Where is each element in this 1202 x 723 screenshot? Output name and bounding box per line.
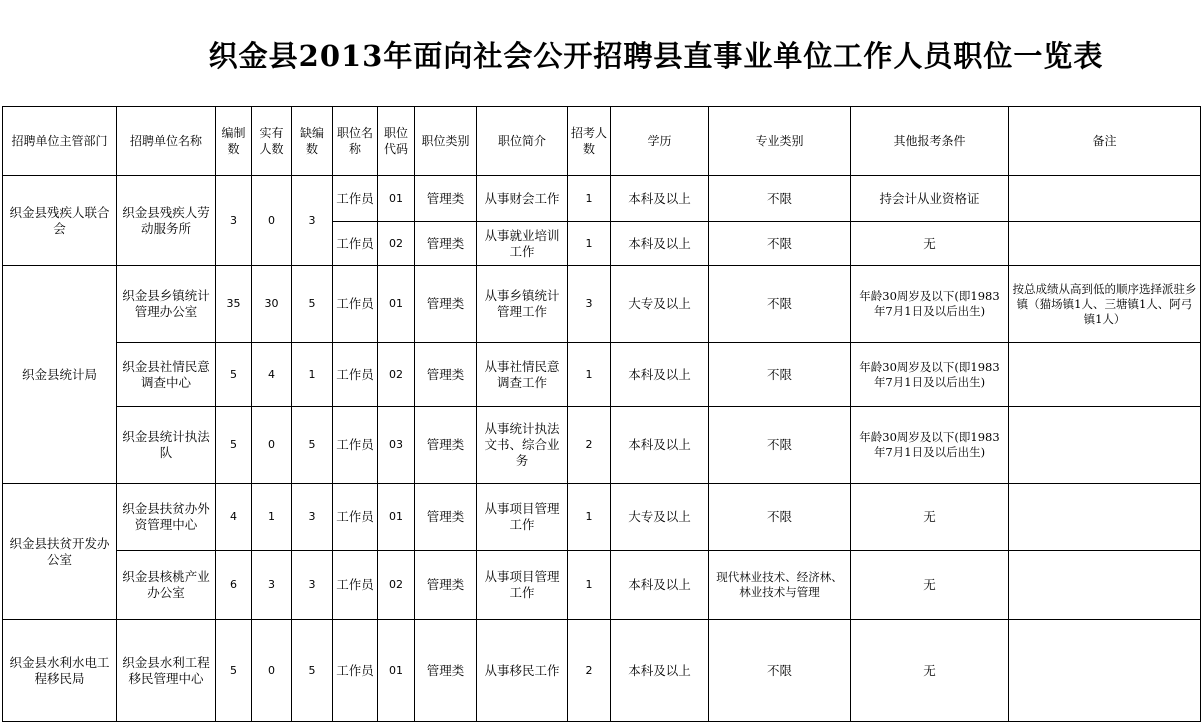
- edu-cell: 大专及以上: [611, 266, 709, 343]
- count-cell: 1: [568, 222, 611, 266]
- condition-cell: 持会计从业资格证: [851, 176, 1009, 222]
- desc-cell: 从事项目管理工作: [477, 484, 568, 551]
- condition-cell: 年龄30周岁及以下(即1983年7月1日及以后出生): [851, 266, 1009, 343]
- actual-cell: 1: [252, 484, 292, 551]
- header-cell: 备注: [1009, 107, 1201, 176]
- condition-cell: 年龄30周岁及以下(即1983年7月1日及以后出生): [851, 343, 1009, 407]
- category-cell: 管理类: [415, 266, 477, 343]
- actual-cell: 0: [252, 407, 292, 484]
- positions-table: [2, 106, 1201, 722]
- vacancy-cell: 5: [292, 620, 333, 722]
- unit-cell: 织金县核桃产业办公室: [117, 551, 216, 620]
- position-cell: 工作员: [333, 266, 378, 343]
- header-cell: 编制数: [216, 107, 252, 176]
- dept-cell: 织金县扶贫开发办公室: [3, 484, 117, 620]
- page-title: 织金县2013年面向社会公开招聘县直事业单位工作人员职位一览表: [208, 39, 1104, 73]
- major-cell: 不限: [709, 343, 851, 407]
- header-cell: 职位类别: [415, 107, 477, 176]
- vacancy-cell: 3: [292, 176, 333, 266]
- category-cell: 管理类: [415, 484, 477, 551]
- count-cell: 2: [568, 620, 611, 722]
- table-row: [3, 266, 1201, 343]
- edu-cell: 本科及以上: [611, 176, 709, 222]
- position-cell: 工作员: [333, 222, 378, 266]
- quota-cell: 5: [216, 407, 252, 484]
- header-cell: 其他报考条件: [851, 107, 1009, 176]
- vacancy-cell: 3: [292, 484, 333, 551]
- dept-cell: 织金县水利水电工程移民局: [3, 620, 117, 722]
- position-cell: 工作员: [333, 551, 378, 620]
- major-cell: 不限: [709, 620, 851, 722]
- note-cell: [1009, 222, 1201, 266]
- dept-cell: 织金县残疾人联合会: [3, 176, 117, 266]
- vacancy-cell: 1: [292, 343, 333, 407]
- note-cell: [1009, 407, 1201, 484]
- major-cell: 不限: [709, 407, 851, 484]
- quota-cell: 5: [216, 343, 252, 407]
- desc-cell: 从事就业培训工作: [477, 222, 568, 266]
- edu-cell: 本科及以上: [611, 407, 709, 484]
- actual-cell: 4: [252, 343, 292, 407]
- code-cell: 03: [378, 407, 415, 484]
- header-cell: 缺编数: [292, 107, 333, 176]
- position-cell: 工作员: [333, 484, 378, 551]
- code-cell: 01: [378, 484, 415, 551]
- quota-cell: 6: [216, 551, 252, 620]
- unit-cell: 织金县统计执法队: [117, 407, 216, 484]
- major-cell: 不限: [709, 222, 851, 266]
- header-cell: 职位简介: [477, 107, 568, 176]
- position-cell: 工作员: [333, 407, 378, 484]
- category-cell: 管理类: [415, 407, 477, 484]
- header-cell: 招聘单位主管部门: [3, 107, 117, 176]
- condition-cell: 无: [851, 620, 1009, 722]
- position-cell: 工作员: [333, 620, 378, 722]
- count-cell: 1: [568, 176, 611, 222]
- actual-cell: 30: [252, 266, 292, 343]
- edu-cell: 大专及以上: [611, 484, 709, 551]
- unit-cell: 织金县水利工程移民管理中心: [117, 620, 216, 722]
- code-cell: 01: [378, 176, 415, 222]
- desc-cell: 从事社情民意调查工作: [477, 343, 568, 407]
- header-row: [3, 107, 1201, 176]
- category-cell: 管理类: [415, 551, 477, 620]
- note-cell: [1009, 620, 1201, 722]
- actual-cell: 3: [252, 551, 292, 620]
- edu-cell: 本科及以上: [611, 620, 709, 722]
- major-cell: 不限: [709, 484, 851, 551]
- edu-cell: 本科及以上: [611, 222, 709, 266]
- unit-cell: 织金县社情民意调查中心: [117, 343, 216, 407]
- code-cell: 01: [378, 266, 415, 343]
- quota-cell: 4: [216, 484, 252, 551]
- header-cell: 招聘单位名称: [117, 107, 216, 176]
- count-cell: 2: [568, 407, 611, 484]
- count-cell: 1: [568, 343, 611, 407]
- unit-cell: 织金县乡镇统计管理办公室: [117, 266, 216, 343]
- code-cell: 02: [378, 343, 415, 407]
- vacancy-cell: 5: [292, 407, 333, 484]
- quota-cell: 35: [216, 266, 252, 343]
- condition-cell: 无: [851, 551, 1009, 620]
- major-cell: 不限: [709, 266, 851, 343]
- note-cell: [1009, 176, 1201, 222]
- desc-cell: 从事统计执法文书、综合业务: [477, 407, 568, 484]
- dept-cell: 织金县统计局: [3, 266, 117, 484]
- condition-cell: 无: [851, 222, 1009, 266]
- note-cell: [1009, 484, 1201, 551]
- desc-cell: 从事财会工作: [477, 176, 568, 222]
- category-cell: 管理类: [415, 343, 477, 407]
- category-cell: 管理类: [415, 176, 477, 222]
- table-row: [3, 343, 1201, 407]
- code-cell: 02: [378, 551, 415, 620]
- table-row: [3, 551, 1201, 620]
- desc-cell: 从事项目管理工作: [477, 551, 568, 620]
- header-cell: 职位名称: [333, 107, 378, 176]
- actual-cell: 0: [252, 176, 292, 266]
- note-cell: [1009, 551, 1201, 620]
- vacancy-cell: 5: [292, 266, 333, 343]
- category-cell: 管理类: [415, 222, 477, 266]
- header-cell: 招考人数: [568, 107, 611, 176]
- condition-cell: 年龄30周岁及以下(即1983年7月1日及以后出生): [851, 407, 1009, 484]
- position-cell: 工作员: [333, 343, 378, 407]
- category-cell: 管理类: [415, 620, 477, 722]
- position-cell: 工作员: [333, 176, 378, 222]
- count-cell: 3: [568, 266, 611, 343]
- actual-cell: 0: [252, 620, 292, 722]
- quota-cell: 5: [216, 620, 252, 722]
- header-cell: 专业类别: [709, 107, 851, 176]
- unit-cell: 织金县残疾人劳动服务所: [117, 176, 216, 266]
- code-cell: 01: [378, 620, 415, 722]
- unit-cell: 织金县扶贫办外资管理中心: [117, 484, 216, 551]
- header-cell: 学历: [611, 107, 709, 176]
- quota-cell: 3: [216, 176, 252, 266]
- note-cell: [1009, 343, 1201, 407]
- condition-cell: 无: [851, 484, 1009, 551]
- table-row: [3, 484, 1201, 551]
- major-cell: 现代林业技术、经济林、林业技术与管理: [709, 551, 851, 620]
- table-row: [3, 620, 1201, 722]
- table-row: [3, 407, 1201, 484]
- header-cell: 职位代码: [378, 107, 415, 176]
- code-cell: 02: [378, 222, 415, 266]
- header-cell: 实有人数: [252, 107, 292, 176]
- count-cell: 1: [568, 484, 611, 551]
- edu-cell: 本科及以上: [611, 551, 709, 620]
- count-cell: 1: [568, 551, 611, 620]
- note-cell: 按总成绩从高到低的顺序选择派驻乡镇（猫场镇1人、三塘镇1人、阿弓镇1人）: [1009, 266, 1201, 343]
- desc-cell: 从事乡镇统计管理工作: [477, 266, 568, 343]
- table-row: [3, 176, 1201, 222]
- edu-cell: 本科及以上: [611, 343, 709, 407]
- vacancy-cell: 3: [292, 551, 333, 620]
- desc-cell: 从事移民工作: [477, 620, 568, 722]
- major-cell: 不限: [709, 176, 851, 222]
